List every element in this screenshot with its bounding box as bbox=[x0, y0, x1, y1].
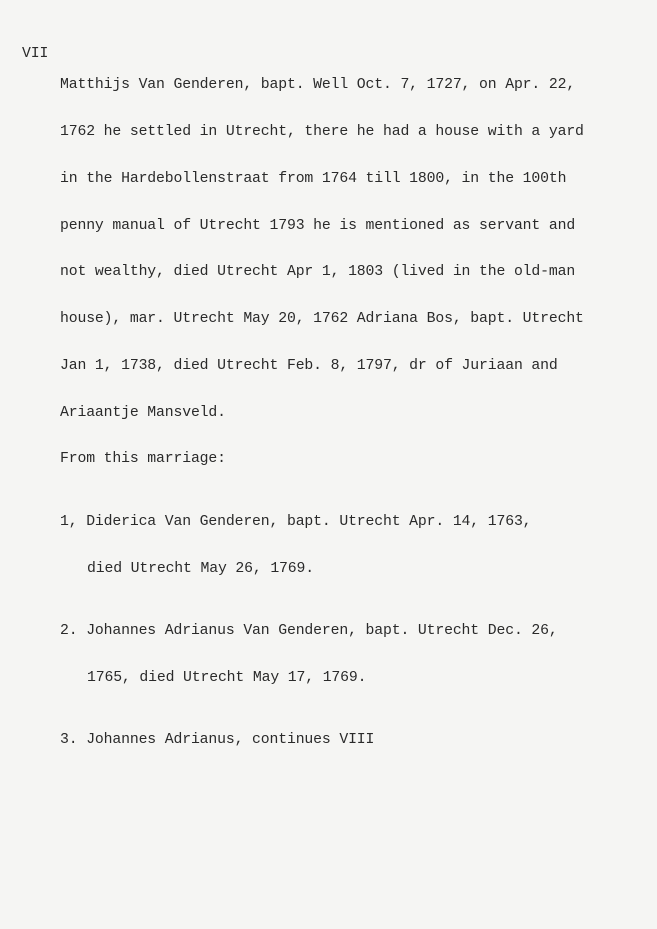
biography-line: penny manual of Utrecht 1793 he is mentioned as servant and bbox=[60, 217, 576, 234]
child-entry-2-line-1: 2. Johannes Adrianus Van Genderen, bapt. Utrecht Dec. 26, bbox=[60, 622, 558, 639]
biography-line: Jan 1, 1738, died Utrecht Feb. 8, 1797, dr of Juriaan and bbox=[60, 357, 558, 374]
biography-line: not wealthy, died Utrecht Apr 1, 1803 (lived in the old-man bbox=[60, 264, 576, 281]
child-entry-2-line-2: 1765, died Utrecht May 17, 1769. bbox=[87, 669, 367, 686]
biography-paragraph bbox=[60, 47, 650, 780]
children-heading: From this marriage: bbox=[60, 451, 226, 468]
generation-label: VII bbox=[22, 46, 49, 62]
biography-line: Ariaantje Mansveld. bbox=[60, 404, 226, 421]
biography-line: house), mar. Utrecht May 20, 1762 Adriana Bos, bapt. Utrecht bbox=[60, 311, 584, 328]
biography-line: Matthijs Van Genderen, bapt. Well Oct. 7, 1727, on Apr. 22, bbox=[60, 77, 576, 94]
biography-line: 1762 he settled in Utrecht, there he had a house with a yard bbox=[60, 123, 584, 140]
child-entry-3-line-1: 3. Johannes Adrianus, continues VIII bbox=[60, 732, 375, 749]
child-entry-1-line-1: 1, Diderica Van Genderen, bapt. Utrecht Apr. 14, 1763, bbox=[60, 513, 532, 530]
child-entry-1-line-2: died Utrecht May 26, 1769. bbox=[87, 560, 314, 577]
biography-line: in the Hardebollenstraat from 1764 till 1800, in the 100th bbox=[60, 170, 567, 187]
